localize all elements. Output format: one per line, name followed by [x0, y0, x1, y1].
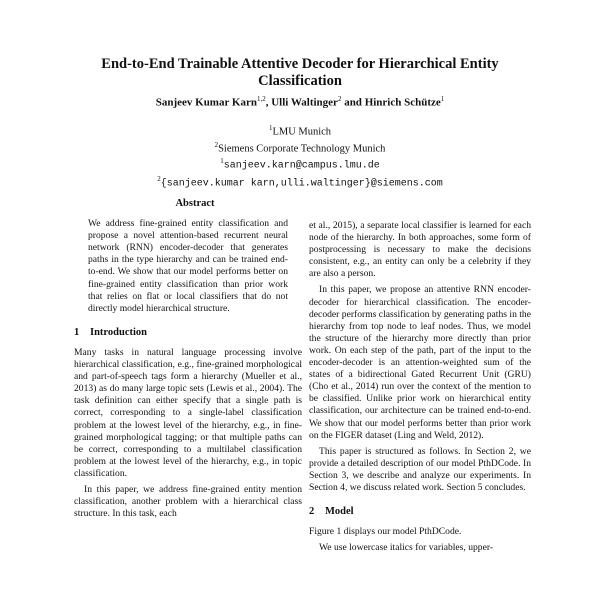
email-line	[60, 173, 540, 191]
email-text: sanjeev.karn@campus.lmu.de	[223, 160, 380, 172]
author-affil-mark: 2	[337, 95, 342, 103]
paragraph: This paper is structured as follows. In Section 2, we provide a detailed description of our model PthDCode. In Section 3, we describe and analyze our experiments. In Section 4, we discuss related work. Section 5 concludes.	[309, 445, 531, 493]
affiliation-text: Siemens Corporate Technology Munich	[218, 143, 386, 154]
paragraph: We use lowercase italics for variables, upper-	[319, 542, 494, 554]
author-name: Ulli Waltinger	[271, 96, 338, 109]
section-number: 1	[74, 326, 80, 338]
paragraph: et al., 2015), a separate local classifier is learned for each node of the hierarchy. In both approaches, some form of postprocessing is necessary to make the decisions consistent, e.g., an entity can only be a celebrity if they are also a person.	[309, 220, 531, 280]
section-title: Model	[325, 506, 354, 518]
author-affil-mark: 1,2	[256, 95, 266, 103]
email-text: {sanjeev.kumar karn,ulli.waltinger}@siemens.com	[160, 178, 443, 189]
paragraph: Many tasks in natural language processing involve hierarchical classification, e.g., fine-grained morphological and part-of-speech tags form a hierarchy (Mueller et al., 2013) as do many large topic sets (Lewis et al., 2004). The task definition can either specify that a single path is correct, corresponding to a single-label classification problem at the lowest level of the hierarchy, e.g., in fine-grained morphological tagging; or that multiple paths can be correct, corresponding to a multilabel classification problem at the lowest level of the hierarchy, e.g., in topic classification.	[74, 346, 302, 479]
affil-mark: 2	[157, 174, 161, 183]
section-number: 2	[309, 506, 315, 518]
paper-title: End-to-End Trainable Attentive Decoder for Hierarchical Entity Classification	[101, 56, 499, 89]
abstract-text: We address fine-grained entity classification and propose a novel attention-based recurrent neural network (RNN) encoder-decoder that generates paths in the type hierarchy and can be trained end-to-end. We show that our model performs better on fine-grained entity classification than prior work that relies on flat or local classifiers that do not directly model hierarchical structure.	[88, 218, 288, 314]
paragraph: Figure 1 displays our model PthDCode.	[309, 526, 462, 538]
section-heading	[309, 506, 531, 518]
section-title: Introduction	[90, 326, 147, 338]
left-column	[74, 198, 302, 520]
paragraph: In this paper, we propose an attentive RNN encoder-decoder for hierarchical classification. The encoder-decoder performs classification by generating paths in the hierarchy from top node to leaf nodes. Thus, we model the structure of the hierarchy more directly than prior work. On each step of the path, part of the input to the encoder-decoder is an attention-weighted sum of the states of a bidirectional Gated Recurrent Unit (GRU) (Cho et al., 2014) run over the context of the mention to be classified. Unlike prior work on hierarchical entity classification, our architecture can be trained end-to-end. We show that our model performs better than prior work on the FIGER dataset (Ling and Weld, 2012).	[309, 284, 531, 441]
affiliation-line	[60, 139, 540, 156]
abstract-heading: Abstract	[175, 198, 215, 209]
author-name: Sanjeev Kumar Karn	[155, 96, 257, 109]
affil-mark: 2	[214, 140, 219, 149]
affil-mark: 1	[268, 124, 273, 132]
right-column	[309, 220, 531, 554]
section-heading	[74, 327, 302, 339]
author-affil-mark: 1	[440, 95, 445, 103]
affiliation-block	[60, 122, 540, 190]
author-list: Sanjeev Kumar Karn$^{1,2}$, Ulli Waltinger$^2$ and Hinrich Schütze$^1$	[155, 95, 445, 109]
author-and: and	[344, 96, 362, 109]
affiliation-line	[60, 122, 540, 139]
affiliation-text: LMU Munich	[272, 126, 332, 138]
email-line	[60, 155, 540, 173]
affil-mark: 1	[220, 157, 224, 165]
paragraph: In this paper, we address fine-grained entity mention classification, another problem with a hierarchical class structure. In this task, each	[74, 483, 302, 520]
author-name: Hinrich Schütze	[364, 96, 441, 109]
